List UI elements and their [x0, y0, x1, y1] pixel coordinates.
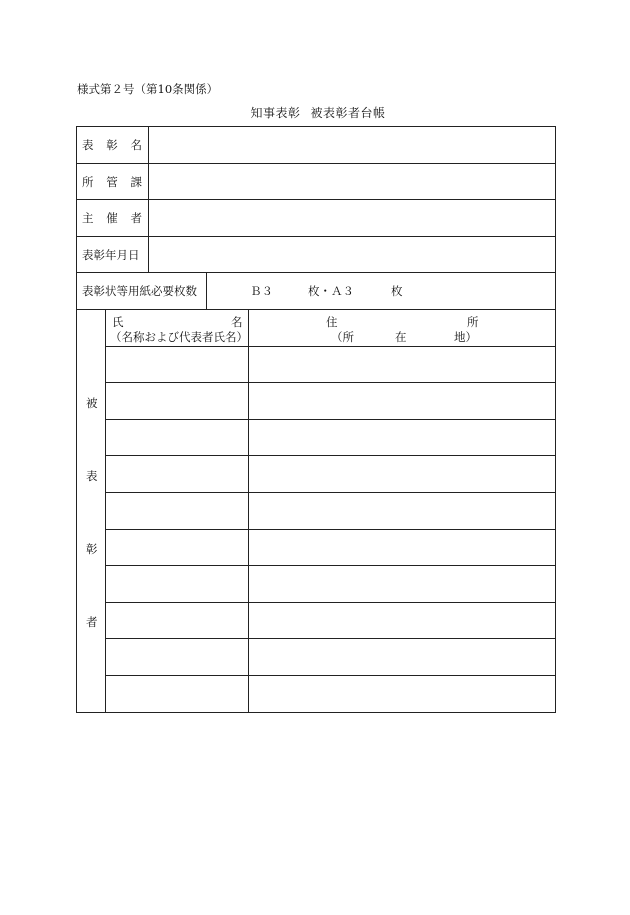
award-date-label: 表彰年月日 [82, 247, 140, 262]
recipient-address-field[interactable] [249, 420, 555, 455]
sheets-b3-label: Ｂ３ [250, 284, 273, 298]
name-header-subtitle: （名称および代表者氏名） [110, 330, 248, 344]
recipient-address-field[interactable] [249, 493, 555, 528]
side-label-char: 者 [86, 615, 98, 629]
address-header-char: 所 [467, 315, 479, 329]
award-name-label: 表 彰 名 [82, 138, 142, 152]
sheets-label: 表彰状等用紙必要枚数 [82, 284, 197, 298]
recipient-name-field[interactable] [106, 676, 248, 711]
award-date-field[interactable] [149, 237, 555, 272]
form-number: 様式第２号（第10条関係） [77, 82, 219, 96]
side-label-char: 彰 [86, 542, 98, 556]
organizer-field[interactable] [149, 200, 555, 236]
recipient-name-field[interactable] [106, 493, 248, 528]
title-ledger: 被表彰者台帳 [310, 106, 386, 120]
address-header-subtitle-part: 在 [395, 330, 407, 344]
name-header-char: 氏 [112, 315, 124, 329]
recipient-name-field[interactable] [106, 566, 248, 601]
recipient-address-field[interactable] [249, 383, 555, 418]
table-border-left [76, 126, 77, 713]
department-label: 所 管 課 [82, 174, 142, 189]
recipient-name-field[interactable] [106, 456, 248, 491]
side-label-char: 被 [86, 396, 98, 410]
recipient-name-field[interactable] [106, 530, 248, 565]
recipient-address-field[interactable] [249, 530, 555, 565]
row-divider [76, 309, 556, 310]
recipient-address-field[interactable] [249, 566, 555, 601]
side-label-char: 表 [86, 469, 98, 483]
title-award: 知事表彰 [250, 106, 301, 120]
organizer-label: 主 催 者 [82, 211, 142, 225]
recipient-name-field[interactable] [106, 383, 248, 418]
recipient-address-field[interactable] [249, 639, 555, 674]
form-title [0, 104, 630, 121]
sheets-b3-count-field[interactable] [272, 273, 306, 309]
name-header-char: 名 [231, 315, 243, 329]
sheets-a3-count-field[interactable] [356, 273, 388, 309]
table-border-bottom [76, 712, 556, 713]
address-header-subtitle-part: （所 [331, 330, 354, 344]
sheets-label-divider [206, 272, 207, 310]
recipient-name-field[interactable] [106, 603, 248, 638]
recipient-name-field[interactable] [106, 639, 248, 674]
recipient-name-field[interactable] [106, 420, 248, 455]
recipient-address-field[interactable] [249, 456, 555, 491]
recipient-address-field[interactable] [249, 676, 555, 711]
address-header-char: 住 [326, 315, 338, 329]
address-header-subtitle-part: 地） [454, 330, 477, 344]
sheets-b3-unit-label: 枚・Ａ３ [308, 284, 354, 298]
department-field[interactable] [149, 164, 555, 199]
recipient-address-field[interactable] [249, 603, 555, 638]
sheets-a3-unit-label: 枚 [391, 284, 403, 298]
award-name-field[interactable] [149, 127, 555, 163]
recipient-name-field[interactable] [106, 347, 248, 382]
recipient-address-field[interactable] [249, 347, 555, 382]
